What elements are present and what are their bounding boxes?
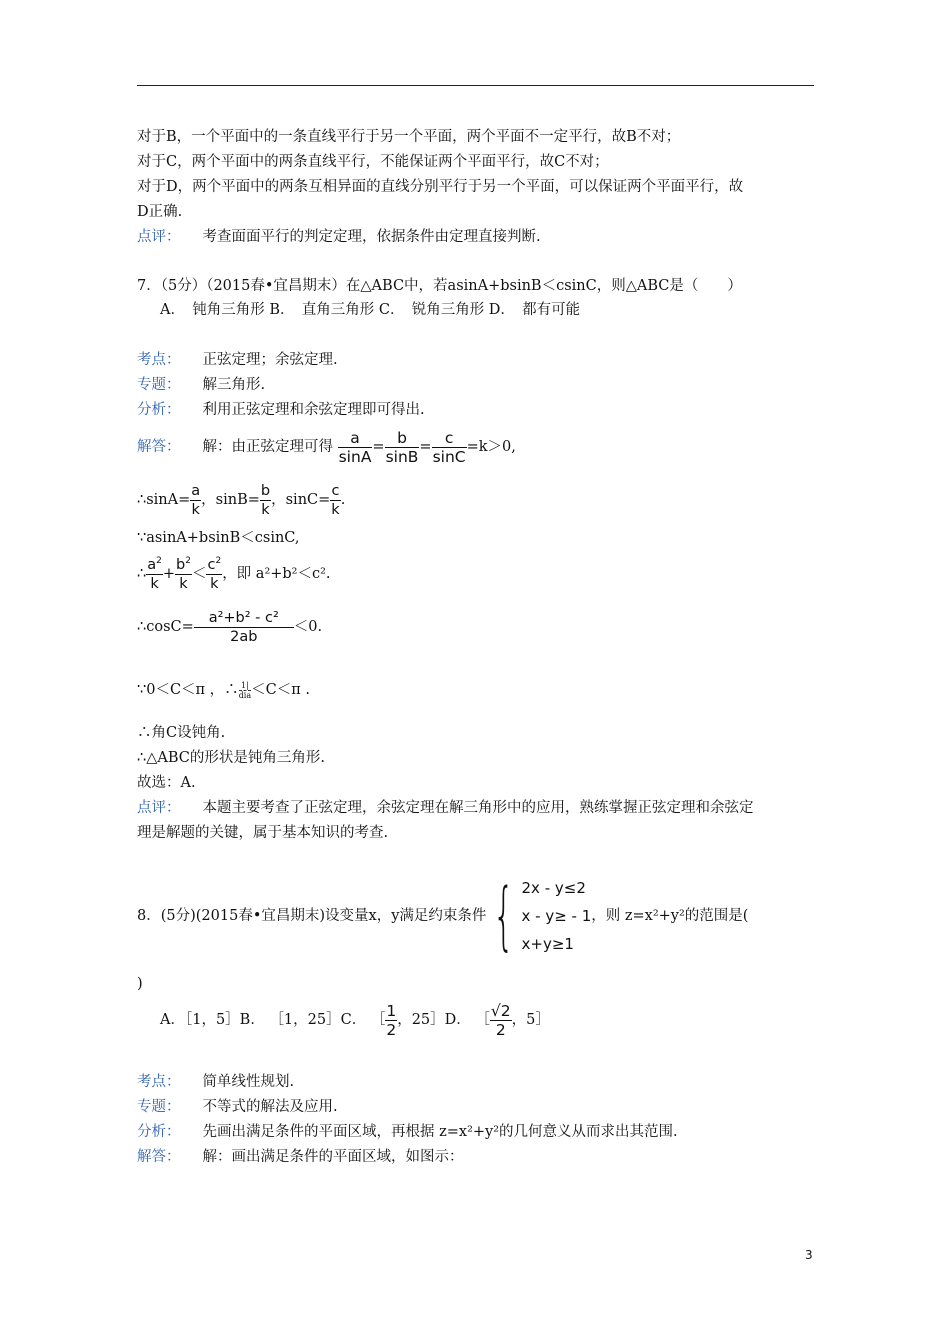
frac-c-sinC: $\frac{c}{\sin C}$ [432,428,466,466]
q8-zhuanti [137,1097,338,1117]
q7-step3: ∵asinA+bsinB＜csinC, [137,530,300,546]
q8-zhuanti-text: 不等式的解法及应用. [202,1099,338,1115]
q8-options [160,998,550,1042]
label-fenxi: 分析： [137,402,181,418]
q7-step8: ∴△ABC的形状是钝角三角形. [137,750,325,766]
q7-step7: ∴角C设钝角. [137,725,226,741]
constraint-system [522,874,592,958]
q8-opt-b: ［1，25］C． [269,1012,367,1028]
q8-kaodian-text: 简单线性规划. [202,1074,295,1090]
frac-b-k: $\frac{b}{k}$ [260,482,271,518]
label-kaodian: 考点： [137,1074,181,1090]
frac-c2-k: $\frac{c^2}{k}$ [207,555,222,592]
q8-paren: ) [137,976,143,992]
frac-a-sinA: $\frac{a}{\sin A}$ [338,428,372,466]
eq-k: =k [466,439,488,455]
q8-opt-c-close: ，25］D． [397,1012,471,1028]
prev-comment-text: 考查面面平行的判定定理，依据条件由定理直接判断. [202,229,541,245]
q8-opt-d-close: ，5］ [511,1012,550,1028]
prev-comment [137,227,541,247]
frac-b-sinB: $\frac{b}{\sin B}$ [385,428,419,466]
label-fenxi: 分析： [137,1124,181,1140]
label-jieda: 解答： [137,1149,181,1165]
q8-opt-d-open: ［ [475,1012,490,1028]
q7-kaodian-text: 正弦定理；余弦定理. [202,352,338,368]
lt: ＜ [191,566,207,582]
s6-post: ＜C＜π . [251,682,310,698]
q7-step6 [137,680,310,700]
frac-a-k: $\frac{a}{k}$ [191,482,201,518]
q7-dianping-text1: 本题主要考查了正弦定理，余弦定理在解三角形中的应用，熟练掌握正弦定理和余弦定 [202,800,754,816]
q8-jieda [137,1147,464,1167]
label-kaodian: 考点： [137,352,181,368]
frac-b2-k: $\frac{b^2}{k}$ [176,555,191,592]
s5-pre: ∴cosC= [137,619,194,635]
q8-fenxi-text: 先画出满足条件的平面区域，再根据 z=x²+y²的几何意义从而求出其范围. [202,1124,678,1140]
q7-zhuanti-text: 解三角形. [202,377,266,393]
q8-fenxi [137,1122,678,1142]
label-zhuanti: 专题： [137,377,181,393]
constraint-2: x - y≥ - 1 [521,907,592,925]
eq-sign: = [372,439,385,455]
eq-sign: = [419,439,432,455]
q7-fenxi [137,400,425,420]
s4-post: ，即 a²+b²＜c². [222,566,331,582]
prev-line-c: 对于C，两个平面中的两条直线平行，不能保证两个平面平行，故C不对； [137,154,609,170]
frac-sqrt2-2: $\frac{√2}{2}$ [490,1001,511,1039]
frac-a2-k: $\frac{a^2}{k}$ [147,555,162,592]
q8-stem-pre: 8．(5分)(2015春•宜昌期末)设变量x，y满足约束条件 [137,908,487,924]
q7-jieda-line1 [137,425,516,469]
q7-stem: 7．（5分）（2015春•宜昌期末）在△ABC中，若asinA+bsinB＜csinC，则△ABC是（ ） [137,278,742,294]
constraint-3: x+y≥1 [521,935,574,953]
frac-cosC: $\frac{\text{a²+b² - c²}}{2ab}$ [194,609,294,646]
q7-step2 [137,478,345,522]
q7-zhuanti [137,375,265,395]
period: . [340,492,346,508]
q7-step9: 故选：A. [137,775,196,791]
label-dianping: 点评： [137,800,181,816]
label-zhuanti: 专题： [137,1099,181,1115]
broken-fraction: 1| dia [238,680,252,700]
q8-opt-c-open: ［ [370,1012,386,1028]
frac-c-k: $\frac{c}{k}$ [331,482,340,518]
gt-zero: ＞0, [487,439,516,455]
s5-post: ＜0. [293,619,323,635]
brace-icon: { [493,873,515,959]
q7-dianping-2: 理是解题的关键，属于基本知识的考查. [137,825,389,841]
q7-options: A． 钝角三角形 B． 直角三角形 C． 锐角三角形 D． 都有可能 [160,302,581,318]
page-number: 3 [805,1248,813,1262]
q7-jieda-pre: 解：由正弦定理可得 [202,439,333,455]
plus: + [162,566,176,582]
q8-opt-a: A．［1，5］B． [160,1012,265,1028]
constraint-1: 2x - y≤2 [521,879,586,897]
q8-stem-post: ，则 z=x²+y²的范围是( [591,908,749,924]
label-jieda: 解答： [137,439,181,455]
q8-jieda-text: 解：画出满足条件的平面区域，如图示： [202,1149,464,1165]
q7-step5 [137,604,322,650]
s4-pre: ∴ [137,566,147,582]
prev-line-b: 对于B，一个平面中的一条直线平行于另一个平面，两个平面不一定平行，故B不对； [137,129,681,145]
prev-line-d2: D正确. [137,204,183,220]
s2-sinB: ，sinB= [201,492,260,508]
q8-stem [137,872,748,960]
label-dianping: 点评： [137,229,181,245]
q7-fenxi-text: 利用正弦定理和余弦定理即可得出. [202,402,425,418]
s2-sinC: ，sinC= [271,492,331,508]
header-rule [137,85,814,86]
q7-dianping-1 [137,798,754,818]
q7-step4 [137,550,331,598]
prev-line-d1: 对于D，两个平面中的两条互相异面的直线分别平行于另一个平面，可以保证两个平面平行，故 [137,179,744,195]
frac-half: $\frac{1}{2}$ [386,1001,397,1039]
s2-pre: ∴sinA= [137,492,191,508]
q8-kaodian [137,1072,294,1092]
s6-pre: ∵0＜C＜π ，∴ [137,682,239,698]
q7-kaodian [137,350,338,370]
